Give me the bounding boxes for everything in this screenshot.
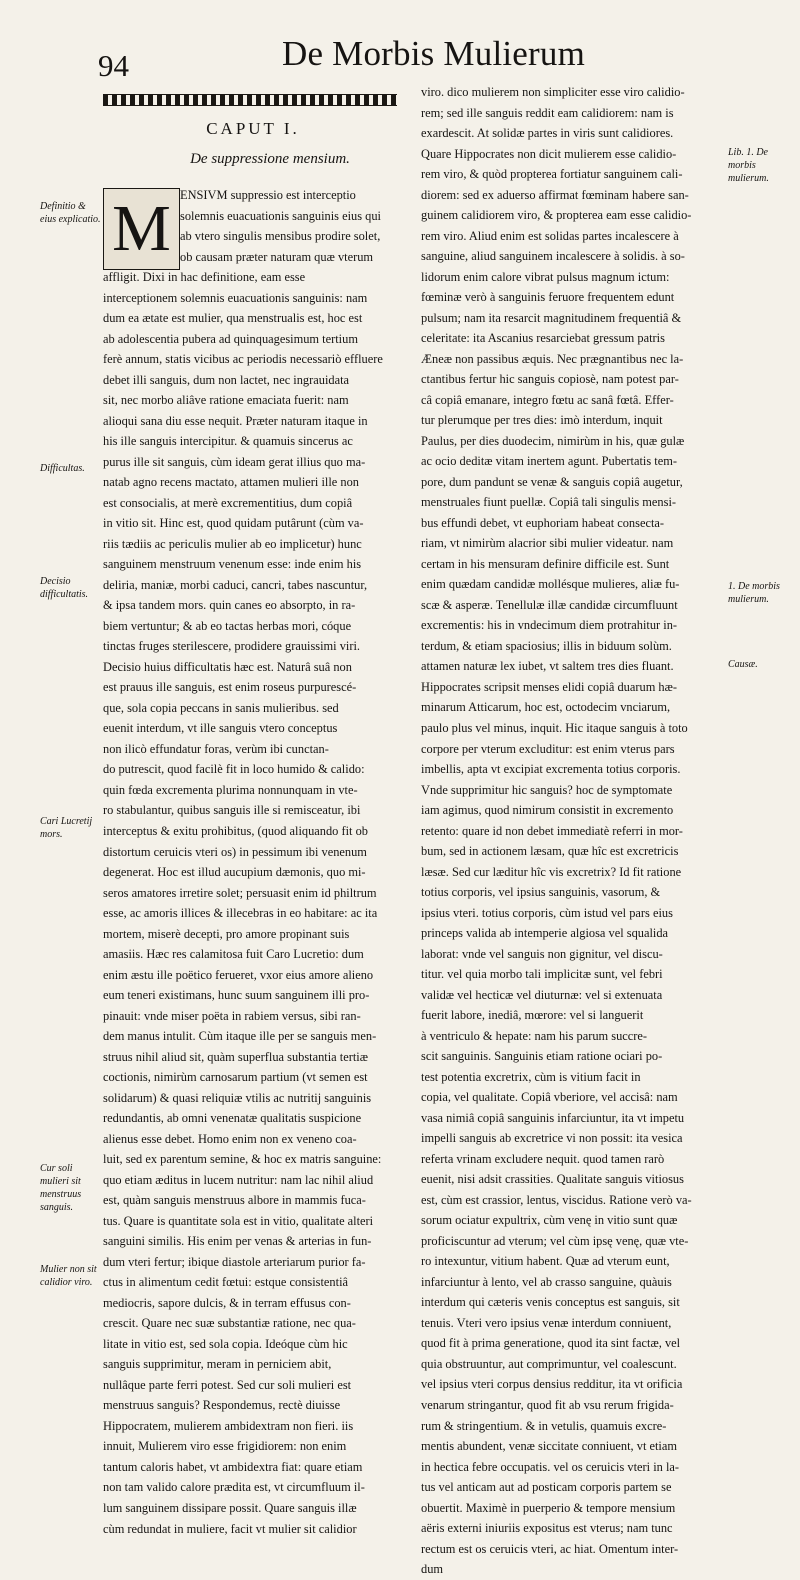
margin-note: Causæ. [728, 659, 758, 670]
text-line: ro intexuntur, vitium habent. Quæ ad vterum eunt, [421, 1254, 670, 1269]
chapter-subtitle: De suppressione mensium. [190, 151, 350, 167]
text-line: ob causam præter naturam quæ vterum [180, 249, 374, 264]
text-line: fœminæ verò à sanguinis feruore frequentem edunt [421, 290, 675, 305]
text-line: pulsum; nam ita resarcit magnitudinem frequentiâ & [421, 310, 682, 325]
text-line: retento: quare id non debet immediatè referri in mor- [421, 823, 683, 838]
text-line: pinauit: vnde miser poëta in rabiem versus, sibi ran- [103, 1008, 361, 1023]
text-line: quo etiam æditus in lucem nutritur: nam lac nihil aliud [103, 1172, 374, 1187]
text-line: est, cùm est crassior, lentus, viscidus. Ratione verò va- [421, 1192, 692, 1207]
text-line: mentis abundent, venæ siccitate conniuent, vt etiam [421, 1439, 678, 1454]
text-line: debet illi sanguis, dum non lactet, nec ingrauidata [103, 372, 350, 387]
running-header: De Morbis Mulierum [282, 34, 586, 73]
text-line: menstruus sanguis? Respondemus, rectè diuisse [103, 1398, 341, 1413]
text-line: his ille sanguis intercipitur. & quamuis sincerus ac [103, 434, 353, 449]
text-line: scit sanguinis. Sanguinis etiam ratione ociari po- [421, 1049, 663, 1064]
text-line: rem viro. Aliud enim est solidas partes incalescere à [421, 228, 679, 243]
text-line: euenit interdum, vt ille sanguis vtero conceptus [103, 721, 338, 736]
text-line: sanguis supprimitur, meram in perniciem abit, [103, 1357, 332, 1372]
margin-note: Mulier non sit calidior viro. [40, 1264, 97, 1288]
text-line: test potentia excretrix, cùm is vitium facit in [421, 1069, 641, 1084]
text-line: rem viro, & quòd propterea fortiatur sanguinem cali- [421, 167, 683, 182]
text-line: attamen naturæ lex iubet, vt saltem tres dies fluant. [421, 659, 674, 674]
text-line: ab adolescentia pubera ad quinquagesimum tertium [103, 331, 358, 346]
text-line: in hectica febre occupatis. vel os ceruicis vteri in la- [421, 1459, 680, 1474]
text-line: est, quàm sanguis menstruus albore in mammis fuca- [103, 1193, 366, 1208]
text-line: guinem calidiorem viro, & propterea eam esse calidio- [421, 208, 692, 223]
text-line: riam, vt nimirùm alacrior sibi mulier videatur. nam [421, 536, 674, 551]
text-line: ENSIVM suppressio est interceptio [180, 188, 356, 202]
text-line: fuerit labore, inediâ, mœrore: vel si languerit [421, 1008, 644, 1023]
text-line: dum vteri fertur; ibique diastole arteriarum purior fa- [103, 1254, 366, 1269]
text-line: corpore per vterum excluditur: est enim vterus pars [421, 741, 675, 756]
drop-cap-letter: M [112, 192, 171, 265]
text-line: interceptionem solemnis euacuationis sanguinis: nam [103, 290, 368, 305]
text-line: ipsius vteri. totius corporis, cùm istud vel pars eius [421, 905, 673, 920]
text-line: que, sola copia peccans in sanis mulieribus. sed [103, 700, 339, 715]
text-line: nullâque parte ferri potest. Sed cur soli mulieri est [103, 1377, 352, 1392]
text-line: solemnis euacuationis sanguinis eius qui [180, 208, 381, 223]
text-line: impelli sanguis ab excretrice vi non possit: ita vesica [421, 1131, 683, 1146]
text-line: amasiis. Hæc res calamitosa fuit Caro Lucretio: dum [103, 947, 364, 962]
text-line: câ copiâ emanare, integro fœtu ac sanâ fœtâ. Effer- [421, 392, 674, 407]
text-line: purus ille sit sanguis, cùm ideam gerat illius quo ma- [103, 454, 366, 469]
text-line: riis tædiis ac periculis mulier ab eo implicetur) hunc [103, 536, 362, 551]
text-line: proficiscuntur ad vterum; vel cùm ipsę venę, quæ vte- [421, 1233, 689, 1248]
text-line: cùm redundat in muliere, facit vt mulier sit calidior [103, 1521, 357, 1536]
text-line: Vnde supprimitur hic sanguis? hoc de symptomate [421, 782, 673, 797]
text-line: menstruales fiunt puellæ. Copiâ tali singulis mensi- [421, 495, 677, 510]
text-line: tenuis. Vteri vero ipsius venæ interdum conniuent, [421, 1315, 672, 1330]
text-line: paulo plus vel minus, inquit. Hic itaque sanguis à toto [421, 720, 688, 735]
text-line: ro stabulantur, quibus sanguis ille si remisceatur, ibi [103, 803, 361, 818]
text-line: tinctas fruges sterilescere, prodidere grauissimi viri. [103, 639, 361, 654]
margin-note: Definitio & eius explicatio. [40, 201, 101, 225]
text-line: distortum ceruicis vteri os) in pessimum ibi venenum [103, 844, 367, 859]
text-line: Paulus, per dies duodecim, nimirùm in his, quæ gulæ [421, 433, 685, 448]
text-line: dum ea ætate est mulier, qua menstrualis est, hoc est [103, 311, 363, 326]
text-line: rum & stringentium. & in vetulis, quamuis excre- [421, 1418, 667, 1433]
text-line: lidorum enim calore vibrat pulsus magnum ictum: [421, 269, 670, 284]
text-line: alioqui sana diu esse nequit. Præter naturam itaque in [103, 413, 368, 428]
text-line: certam in his mensuram definire difficile est. Sunt [421, 556, 670, 571]
text-line: sanguini similis. His enim per venas & arterias in fun- [103, 1234, 372, 1249]
text-line: do putrescit, quod facilè fit in loco humido & calido: [103, 762, 365, 777]
text-line: quin fœda excrementa plurima nonnunquam in vte- [103, 782, 358, 797]
text-line: lum sanguinem dissipare possit. Quare sanguis illæ [103, 1501, 357, 1515]
text-line: non ilicò effundatur foras, verùm ibi cunctan- [103, 741, 329, 756]
text-line: validæ vel hecticæ vel diuturnæ: vel si extenuata [421, 987, 663, 1002]
margin-note: Cur soli mulieri sit menstruus sanguis. [40, 1163, 82, 1213]
margin-note: Difficultas. [40, 463, 85, 474]
text-line: interceptus & exitu prohibitus, (quod aliquando fit ob [103, 823, 368, 838]
text-line: innuit, Mulierem viro esse frigidiorem: non enim [103, 1439, 347, 1454]
text-line: tur plerumque per tres dies: imò interdum, inquit [421, 413, 663, 428]
text-line: totius corporis, vel ipsius sanguinis, vasorum, & [421, 885, 661, 900]
text-line: est prauus ille sanguis, est enim roseus purpurescé- [103, 680, 357, 695]
margin-note: Lib. 1. De morbis mulierum. [728, 147, 769, 184]
text-line: dum [421, 1562, 444, 1577]
margin-note: Cari Lucretij mors. [40, 816, 93, 840]
text-line: à ventriculo & hepate: nam his parum succre- [421, 1028, 648, 1043]
text-line: tus vel anticam aut ad posticam corporis partem se [421, 1480, 672, 1495]
text-line: ctantibus fertur hic sanguis copiosè, nam potest par- [421, 372, 679, 387]
text-line: ctus in alimentum cedit fœtui: estque consistentiâ [103, 1275, 349, 1290]
text-line: solidarum) & quasi reliquiæ vtilis ac nutritij sanguinis [103, 1090, 372, 1105]
text-line: seros amatores irretire solet; persuasit enim id philtrum [103, 885, 377, 900]
text-line: dem manus intulit. Cùm itaque ille per se sanguis men- [103, 1029, 377, 1044]
text-line: rectum est os ceruicis vteri, ac hiat. Omentum inter- [421, 1541, 679, 1556]
text-line: minarum Atticarum, hoc est, octodecim vnciarum, [421, 700, 671, 715]
text-line: Decisio huius difficultatis hæc est. Naturâ suâ non [103, 659, 352, 674]
text-line: mortem, miserè decepti, pro amore propinant suis [103, 926, 350, 941]
text-line: alienus esse debet. Homo enim non ex veneno coa- [103, 1131, 357, 1146]
chapter-heading: CAPUT I. [206, 119, 300, 138]
text-line: enim æstu ille poëtico ferueret, vxor eius amore alieno [103, 967, 374, 982]
text-line: scæ & asperæ. Tenellulæ illæ candidæ circumfluunt [421, 597, 678, 612]
text-line: Hippocratem, mulierem ambidextram non fieri. iis [103, 1418, 354, 1433]
text-line: deliria, maniæ, morbi caduci, cancri, tabes nascuntur, [103, 577, 368, 592]
text-line: redundantis, ab omni venenatæ qualitatis suspicione [103, 1111, 362, 1126]
text-line: quia obstruuntur, aut comprimuntur, vel coalescunt. [421, 1356, 677, 1371]
text-line: euenit, nisi adsit crassities. Qualitate sanguis vitiosus [421, 1172, 684, 1187]
text-line: Hippocrates scripsit menses elidi copiâ duarum hæ- [421, 679, 678, 694]
text-line: infarciuntur à lento, vel ab crasso sanguine, quàuis [421, 1274, 672, 1289]
text-line: eum teneri existimans, hunc suum sanguinem illi pro- [103, 988, 370, 1003]
right-column [421, 82, 724, 1580]
text-line: non tam valido calore prædita est, vt circumfluum il- [103, 1480, 365, 1495]
text-line: laborat: vnde vel sanguis non gignitur, vel discu- [421, 946, 663, 961]
text-line: bum, sed in actionem læsam, quæ hîc est excretricis [421, 844, 679, 859]
text-line: imbellis, apta vt excipiat excrementa totius corporis. [421, 762, 681, 777]
text-line: ab vtero singulis mensibus prodire solet, [180, 229, 381, 244]
text-line: affligit. Dixi in hac definitione, eam esse [103, 270, 306, 285]
text-line: obuertit. Maximè in puerperio & tempore mensium [421, 1500, 676, 1515]
text-line: tantum caloris habet, vt ambidextra fiat: quare etiam [103, 1459, 363, 1474]
text-line: biem vertuntur; & ab eo tactas herbas mori, cóque [103, 618, 352, 633]
margin-note: 1. De morbis mulierum. [728, 581, 780, 605]
text-line: iam agimus, quod nimirum consistit in excremento [421, 803, 674, 818]
text-line: ac ocio deditæ vitam inertem agunt. Pubertatis tem- [421, 454, 678, 469]
text-line: interdum qui cæteris venis conceptus est sanguis, sit [421, 1295, 680, 1310]
text-line: ferè annum, statis vicibus ac periodis necessariò effluere [103, 352, 383, 367]
text-line: exardescit. At solidæ partes in viris sunt calidiores. [421, 126, 674, 141]
text-line: pore, dum pandunt se venæ & sanguis copiâ augetur, [421, 474, 683, 489]
text-line: Æneæ non passibus æquis. Nec prægnantibus nec la- [421, 351, 684, 366]
text-line: terdum, & etiam spaciosius; illis in biduum solùm. [421, 638, 672, 653]
text-line: esse, ac amoris illices & illecebras in eo habitare: ac ita [103, 906, 378, 921]
ornamental-band [103, 94, 397, 106]
text-line: natab agno recens mactato, attamen mulieri ille non [103, 475, 359, 490]
text-line: & ipsa tandem mors. quin canes eo absorpto, in ra- [103, 598, 356, 613]
text-line: venarum stringantur, quod fit ab vsu rerum frigida- [421, 1398, 674, 1412]
text-line: diorem: sed ex aduerso affirmat fœminam habere san- [421, 187, 689, 202]
text-line: struus nihil aliud sit, quàm superflua substantia tertiæ [103, 1049, 368, 1064]
text-line: Quare Hippocrates non dicit mulierem esse calidio- [421, 146, 677, 161]
text-line: quod fit à prima generatione, quod ita sint factæ, vel [421, 1336, 681, 1351]
text-line: litate in vitio est, sed sola copia. Ideóque cùm hic [103, 1336, 348, 1351]
text-line: sorum ociatur expultrix, cùm venę in vitio sunt quæ [421, 1213, 678, 1228]
text-line: est consocialis, at merè excrementitius, dum copiâ [103, 495, 353, 510]
text-line: vel ipsius vteri corpus densius redditur, ita vt orificia [421, 1377, 683, 1392]
text-line: læsæ. Sed cur læditur hîc vis excretrix? Id fit ratione [421, 864, 682, 879]
text-line: coctionis, nimirùm carnosarum partium (vt semen est [103, 1070, 368, 1085]
text-line: sit, nec morbo aliâve ratione emaciata fuerit: nam [103, 393, 349, 408]
text-line: rem; sed ille sanguis reddit eam calidiorem: nam is [421, 105, 674, 120]
text-line: aëris externi iniuriis expositus est vterus; nam tunc [421, 1521, 673, 1536]
text-line: crescit. Quare nec suæ substantiæ ratione, nec qua- [103, 1316, 356, 1331]
margin-note: Decisio difficultatis. [40, 576, 89, 600]
text-line: referta vrinam excludere nequit. quod tamen rarò [421, 1151, 665, 1166]
text-line: copia, vel qualitate. Copiâ vberiore, vel accisâ: nam [421, 1090, 678, 1105]
text-line: bus effundi debet, vt euphoriam habeat consecta- [421, 515, 665, 530]
text-line: celeritate: ita Ascanius resarciebat gressum patris [421, 331, 665, 346]
text-line: in vitio sit. Hinc est, quod quidam putârunt (cùm va- [103, 516, 364, 531]
text-line: tus. Quare is quantitate sola est in vitio, qualitate alteri [103, 1213, 374, 1228]
text-line: degenerat. Hoc est illud aucupium dæmonis, quo mi- [103, 865, 366, 880]
page-number: 94 [98, 48, 129, 83]
text-line: sanguine, aliud sanguinem incalescere à solidis. à so- [421, 249, 685, 264]
text-line: luit, sed ex parentum semine, & hoc ex matris sanguine: [103, 1152, 382, 1167]
text-line: enim quædam candidæ mollésque mulieres, aliæ fu- [421, 577, 680, 592]
text-line: viro. dico mulierem non simpliciter esse viro calidio- [421, 85, 685, 99]
text-line: excrementis: his in vndecimum diem protrahitur in- [421, 618, 678, 633]
text-line: mediocris, sapore dulcis, & in terram effusus con- [103, 1295, 351, 1310]
text-line: vasa nimiâ copiâ sanguinis infarciuntur, ita vt impetu [421, 1110, 685, 1125]
left-column [103, 185, 400, 1539]
text-line: titur. vel quia morbo tali implicitæ sunt, vel febri [421, 967, 663, 982]
text-line: princeps valida ab intemperie algiosa vel squalida [421, 926, 669, 941]
text-line: sanguinem menstruum venenum esse: inde enim his [103, 557, 362, 572]
